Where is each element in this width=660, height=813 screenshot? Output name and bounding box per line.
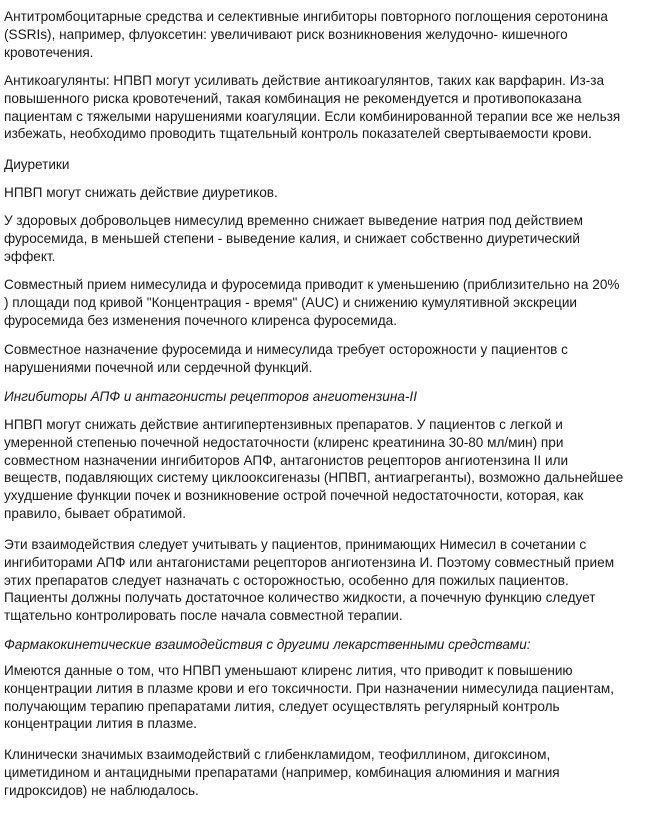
paragraph-caution-furosemide: Совместное назначение фуросемида и нимесулида требует осторожности у пациентов с нарушениями почечной или сердечной функций. (4, 342, 568, 375)
paragraph-interactions-caution: Эти взаимодействия следует учитывать у пациентов, принимающих Нимесил в сочетании с ингибиторами АПФ или антагонистами рецепторов ангиотензина И. Поэтому совместный прием этих препаратов следует назначать с осторожностью, особенно для пожилых пациентов. Пациенты должны получать достаточное количество жидкости, а почечную функцию следует тщательно контролировать после начала совместной терапии. (4, 537, 615, 624)
paragraph-lithium: Имеются данные о том, что НПВП уменьшают клиренс лития, что приводит к повышению концентрации лития в плазме крови и его токсичности. При назначении нимесулида пациентам, получающим терапию препаратами лития, следует осуществлять регулярный контроль концентрации лития в плазме. (4, 663, 615, 732)
paragraph-anticoagulants: Антикоагулянты: НПВП могут усиливать действие антикоагулянтов, таких как варфарин. Из-за повышенного риска кровотечений, такая комбинация не рекомендуется и противопоказана пациентам с тяжелыми нарушениями коагуляции. Если комбинированной терапии все же нельзя избежать, необходимо проводить тщательный контроль показателей свертываемости крови. (4, 73, 621, 142)
paragraph-antihypertensive: НПВП могут снижать действие антигипертензивных препаратов. У пациентов с легкой и умеренной степенью почечной недостаточности (клиренс креатинина 30-80 мл/мин) при совместном назначении ингибиторов АПФ, антагонистов рецепторов ангиотензина II или веществ, подавляющих систему циклооксигеназы (НПВП, антиагреганты), возможно дальнейшее ухудшение функции почек и возникновение острой почечной недостаточности, которая, как правило, бывает обратимой. (4, 417, 624, 521)
paragraph-no-interactions: Клинически значимых взаимодействий с глибенкламидом, теофиллином, дигоксином, циметидином и антацидными препаратами (например, комбинация алюминия и магния гидроксидов) не наблюдалось. (4, 747, 560, 798)
section-heading-ace-inhibitors: Ингибиторы АПФ и антагонисты рецепторов ангиотензина-II (4, 389, 417, 404)
paragraph-diuretics-effect: НПВП могут снижать действие диуретиков. (4, 185, 278, 200)
paragraph-furosemide-auc: Совместный прием нимесулида и фуросемида приводит к уменьшению (приблизительно на 20% ) площади под кривой "Концентрация - время" (AUC) и снижению кумулятивной экскреции фуросемида без изменения почечного клиренса фуросемида. (4, 277, 620, 328)
section-heading-pharmacokinetic: Фармакокинетические взаимодействия с другими лекарственными средствами: (4, 637, 531, 652)
paragraph-healthy-volunteers: У здоровых добровольцев нимесулид временно снижает выведение натрия под действием фуросемида, в меньшей степени - выведение калия, и снижает собственно диуретический эффект. (4, 213, 583, 264)
section-heading-diuretics: Диуретики (4, 157, 70, 172)
paragraph-antiplatelet-ssri: Антитромбоцитарные средства и селективные ингибиторы повторного поглощения серотонина (SSRIs), например, флуоксетин: увеличивают риск возникновения желудочно- кишечного кровотечения. (4, 9, 608, 60)
